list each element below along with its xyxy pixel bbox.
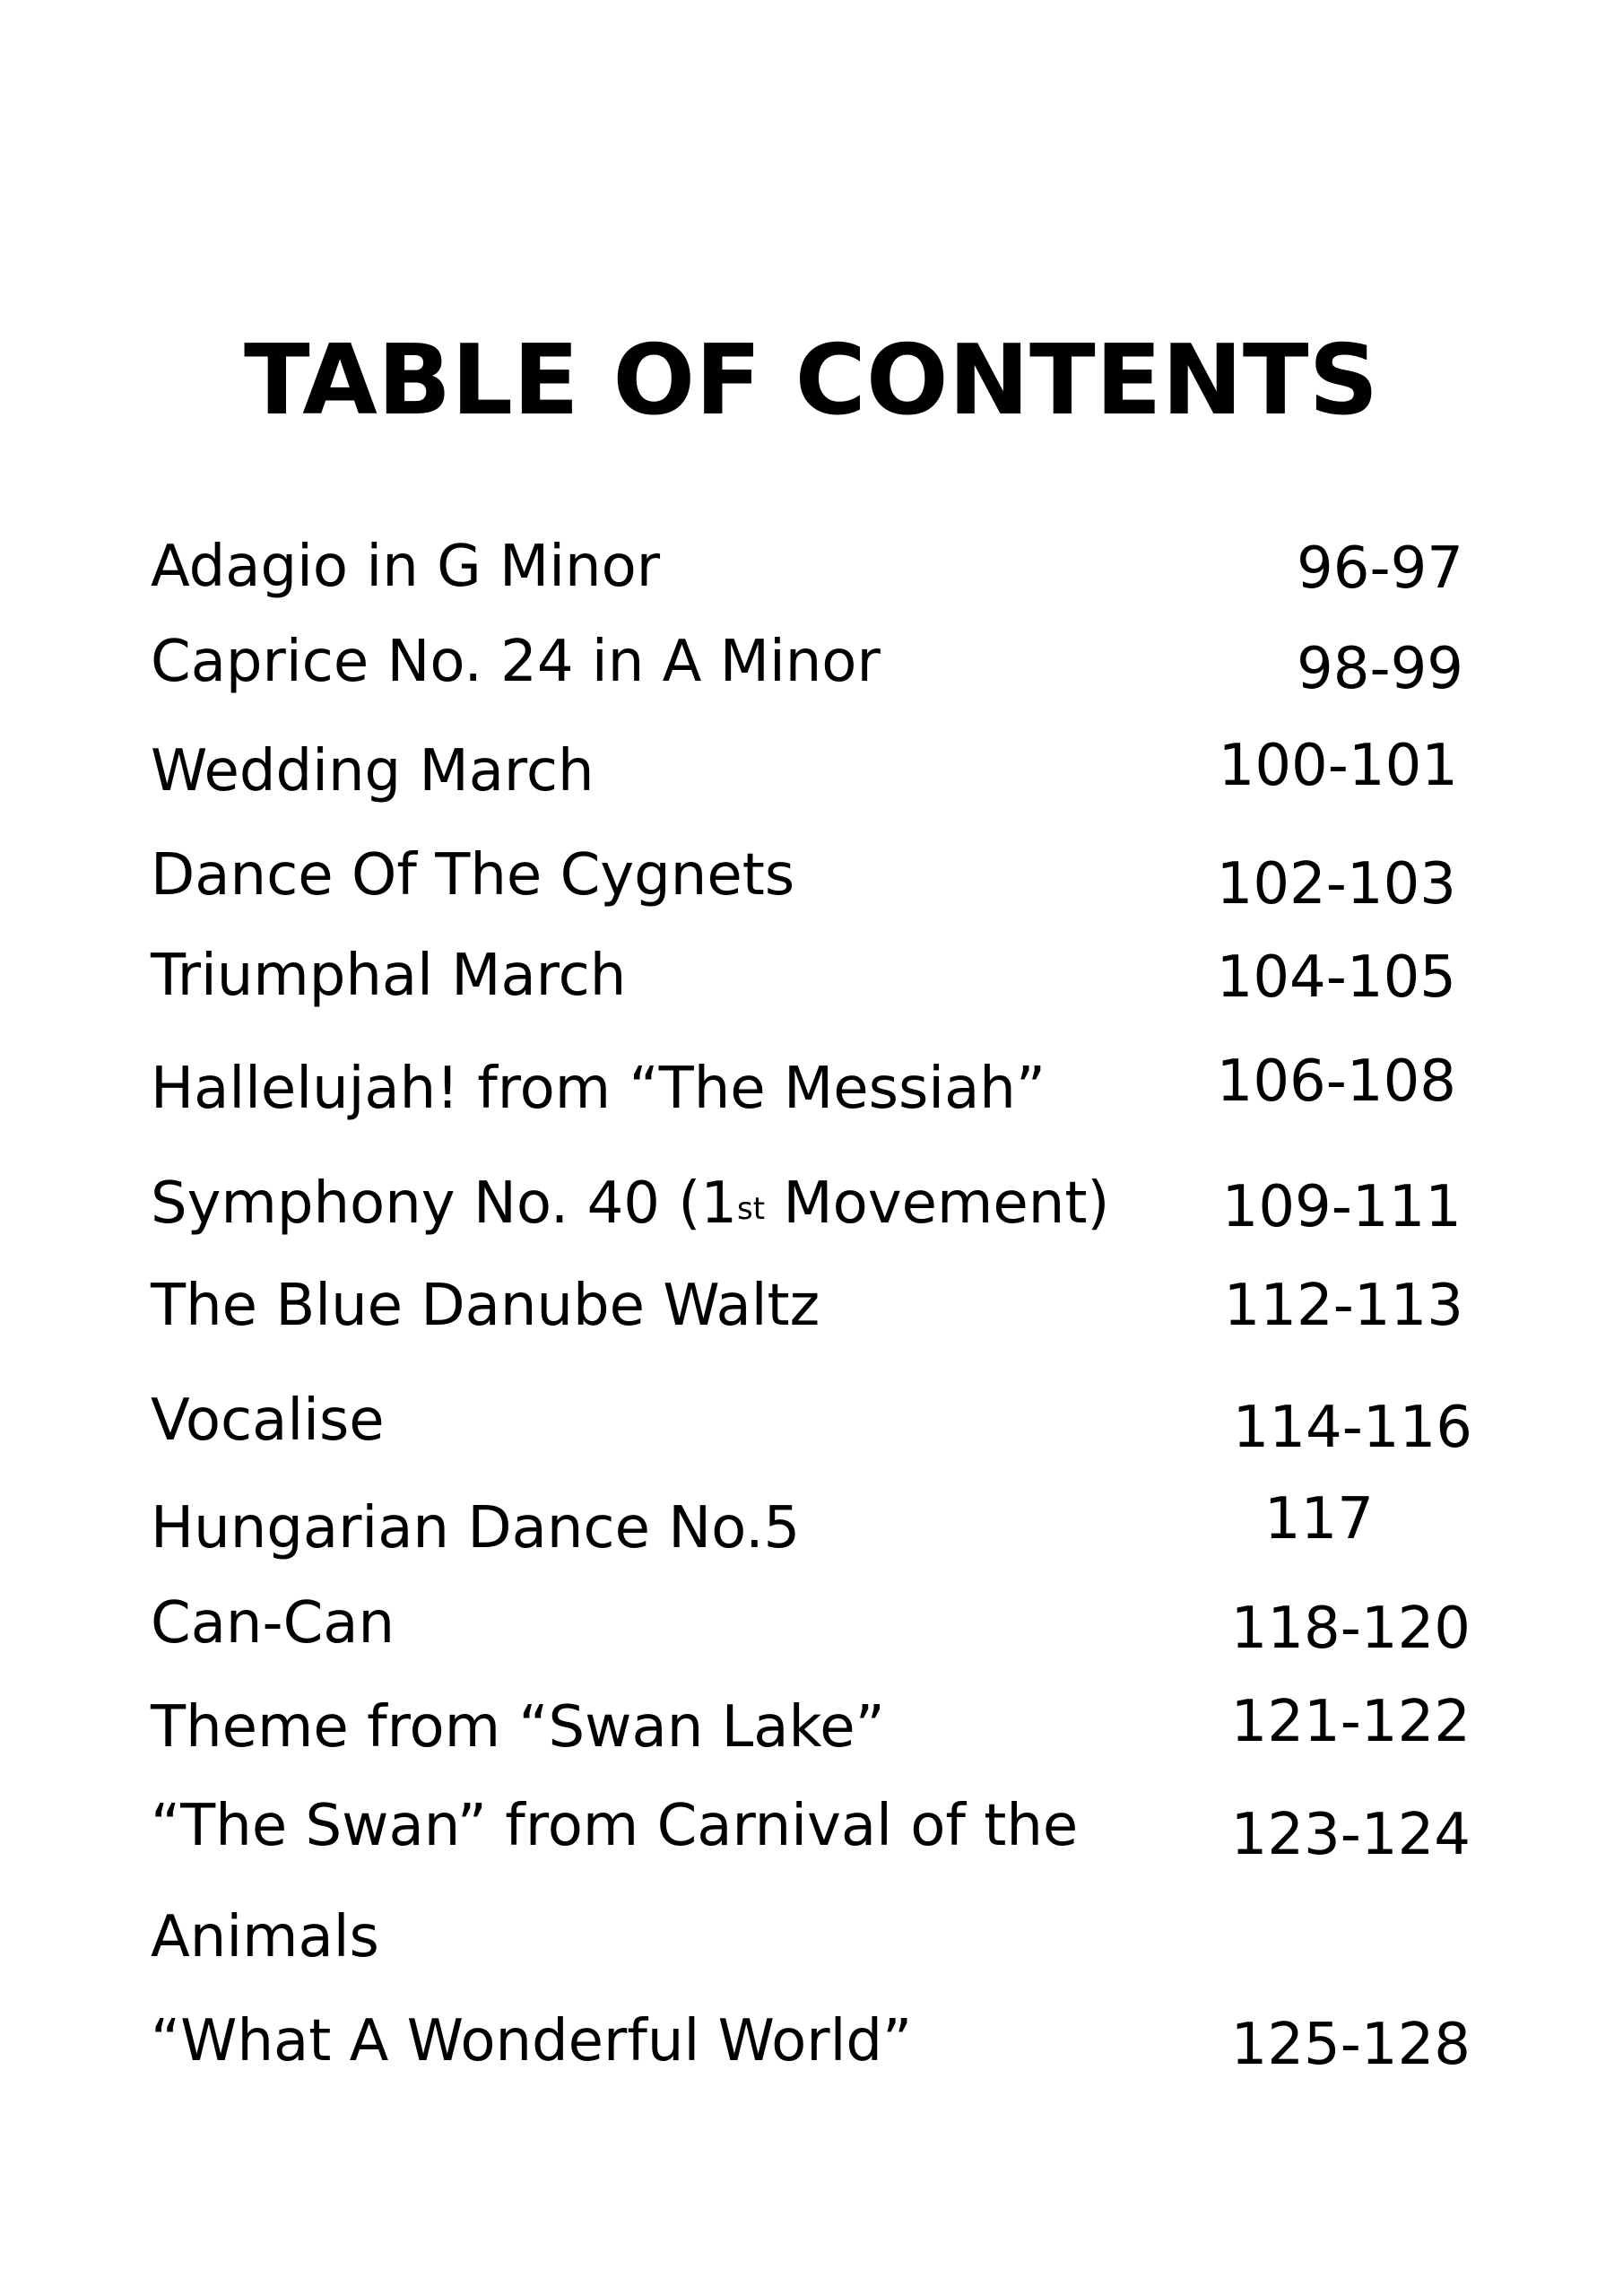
entry-pages: 102-103 [1216, 851, 1456, 918]
entry-pages: 117 [1263, 1486, 1374, 1552]
entry-title-continuation: Animals [151, 1904, 379, 1970]
entry-pages: 96-97 [1297, 535, 1463, 602]
entry-pages: 100-101 [1218, 733, 1458, 799]
entry-title: Triumphal March [151, 943, 627, 1009]
entry-title: Wedding March [151, 738, 595, 804]
entry-pages: 114-116 [1232, 1395, 1472, 1461]
entry-title: “The Swan” from Carnival of the [151, 1793, 1079, 1859]
page-title: TABLE OF CONTENTS [244, 325, 1379, 437]
entry-title: Vocalise [151, 1387, 385, 1454]
entry-title: Theme from “Swan Lake” [151, 1694, 885, 1761]
entry-pages: 125-128 [1230, 2012, 1471, 2078]
entry-pages: 118-120 [1230, 1596, 1471, 1662]
entry-pages: 98-99 [1297, 636, 1463, 702]
entry-title: Adagio in G Minor [151, 534, 661, 600]
entry-title: Dance Of The Cygnets [151, 842, 795, 909]
entry-title [151, 1168, 1109, 1239]
entry-title: “What A Wonderful World” [151, 2008, 913, 2074]
entry-pages: 123-124 [1230, 1802, 1471, 1868]
entry-title-text: Movement) [765, 1170, 1110, 1237]
entry-title: Can-Can [151, 1590, 395, 1657]
entry-title: Hungarian Dance No.5 [151, 1495, 801, 1561]
entry-pages: 121-122 [1230, 1689, 1471, 1755]
entry-title-text: Symphony No. 40 (1 [151, 1170, 738, 1237]
entry-pages: 112-113 [1223, 1273, 1463, 1339]
entry-pages: 109-111 [1221, 1174, 1462, 1240]
entry-title: The Blue Danube Waltz [151, 1273, 820, 1339]
entry-title: Hallelujah! from “The Messiah” [151, 1056, 1046, 1122]
entry-pages: 106-108 [1216, 1048, 1456, 1115]
entry-pages: 104-105 [1216, 944, 1456, 1011]
entry-title: Caprice No. 24 in A Minor [151, 629, 881, 695]
ordinal-suffix: st [737, 1191, 766, 1227]
